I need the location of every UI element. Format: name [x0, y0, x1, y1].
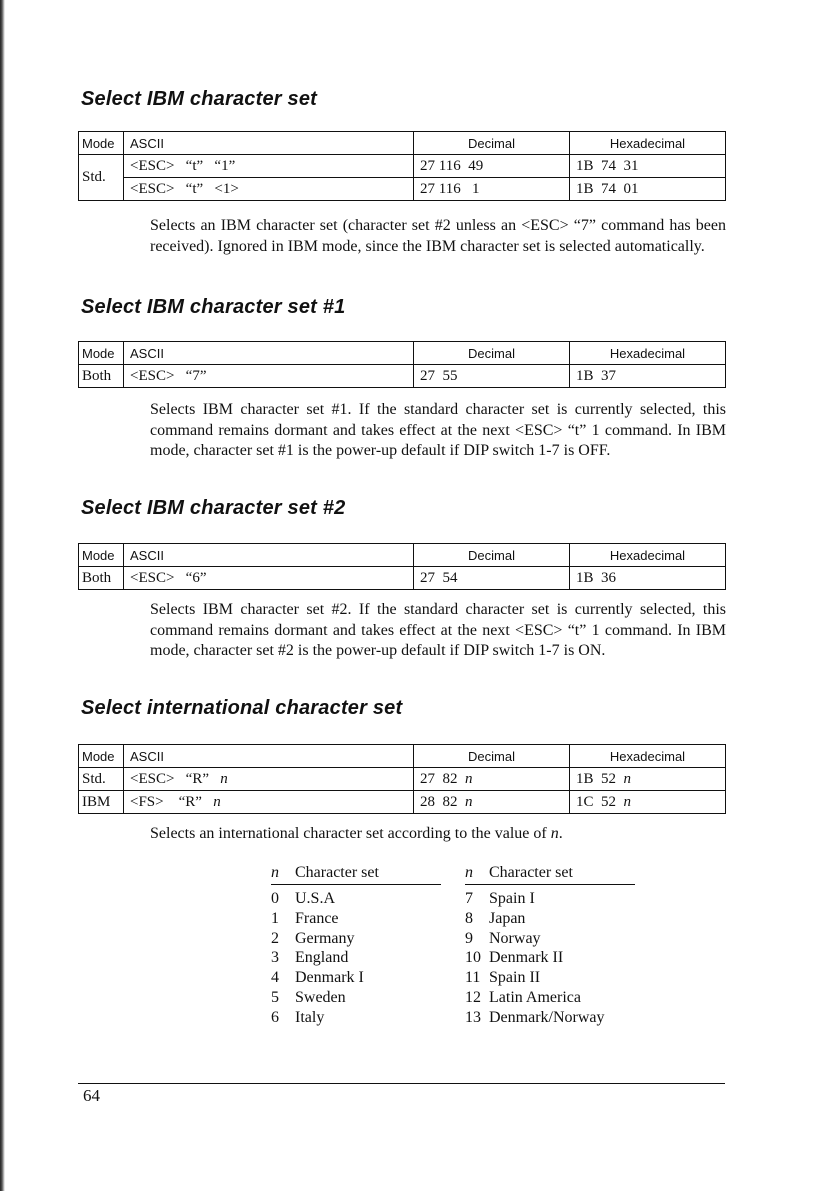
table-row — [79, 768, 726, 791]
charset-list-left — [271, 864, 441, 1028]
decimal-cell: 27 116 49 — [414, 155, 570, 178]
decimal-column-header: Decimal — [414, 745, 570, 768]
mode-column-header: Mode — [79, 544, 124, 567]
command-table-international-character-set — [78, 744, 726, 814]
charset-number: 1 — [271, 909, 279, 927]
hex-cell — [570, 768, 726, 791]
table-header-row — [79, 745, 726, 768]
hex-cell: 1B 37 — [570, 365, 726, 388]
decimal-code: 28 82 — [420, 793, 465, 810]
charset-name: Norway — [489, 929, 541, 947]
charset-number: 7 — [465, 890, 473, 907]
variable-n: n — [623, 793, 632, 810]
hex-code: 1B 52 — [576, 770, 624, 787]
list-item — [465, 889, 635, 909]
decimal-column-header: Decimal — [414, 132, 570, 155]
ascii-column-header: ASCII — [124, 132, 414, 155]
list-item — [271, 929, 441, 949]
charset-list-header — [465, 864, 635, 885]
variable-n: n — [623, 770, 632, 787]
list-item — [465, 929, 635, 949]
decimal-cell — [414, 768, 570, 791]
charset-name: Japan — [489, 909, 526, 927]
table-header-row — [79, 342, 726, 365]
command-table-ibm-character-set-1 — [78, 341, 726, 388]
mode-cell: Std. — [79, 155, 124, 201]
ascii-column-header: ASCII — [124, 745, 414, 768]
section-description: Selects IBM character set #1. If the standard character set is currently selected, this command remains dormant and takes effect at the next <ESC> “t” 1 command. In IBM mode, character set #1 is the power-up default if DIP switch 1-7 is OFF. — [150, 401, 726, 459]
mode-column-header: Mode — [79, 745, 124, 768]
hex-column-header: Hexadecimal — [570, 745, 726, 768]
section-description: Selects an IBM character set (character set #2 unless an <ESC> “7” command has been received). Ignored in IBM mode, since the IBM character set is selected automatically. — [150, 217, 726, 255]
section-heading-ibm-character-set-2: Select IBM character set #2 — [81, 497, 346, 519]
decimal-code: 27 82 — [420, 770, 465, 787]
table-header-row — [79, 132, 726, 155]
character-set-header: Character set — [295, 864, 379, 881]
ascii-cell: <ESC> “t” “1” — [124, 155, 414, 178]
list-item — [271, 988, 441, 1008]
table-row — [79, 178, 726, 201]
list-item — [271, 889, 441, 909]
charset-number: 12 — [465, 988, 481, 1006]
list-item — [271, 948, 441, 968]
ascii-cell — [124, 791, 414, 814]
charset-number: 4 — [271, 969, 279, 987]
decimal-column-header: Decimal — [414, 342, 570, 365]
table-header-row — [79, 544, 726, 567]
decimal-cell: 27 55 — [414, 365, 570, 388]
charset-number: 13 — [465, 1008, 481, 1026]
variable-n: n — [220, 770, 228, 787]
command-table-ibm-character-set — [78, 131, 726, 201]
decimal-cell: 27 54 — [414, 567, 570, 590]
ascii-column-header: ASCII — [124, 342, 414, 365]
hex-cell — [570, 791, 726, 814]
charset-number: 0 — [271, 890, 279, 907]
table-row — [79, 567, 726, 590]
charset-number: 10 — [465, 949, 481, 967]
description-end: . — [558, 825, 563, 842]
charset-name: Denmark I — [295, 969, 364, 987]
list-item — [465, 948, 635, 968]
section-description: Selects IBM character set #2. If the standard character set is currently selected, this command remains dormant and takes effect at the next <ESC> “t” 1 command. In IBM mode, character set #2 is the power-up default if DIP switch 1-7 is ON. — [150, 601, 726, 659]
ascii-cell: <ESC> “t” <1> — [124, 178, 414, 201]
decimal-cell — [414, 791, 570, 814]
description-text: Selects an international character set according to the value of — [150, 825, 547, 842]
page-number: 64 — [83, 1086, 100, 1105]
hex-column-header: Hexadecimal — [570, 544, 726, 567]
mode-cell: Both — [79, 567, 124, 590]
ascii-cell — [124, 768, 414, 791]
charset-name: Italy — [295, 1008, 325, 1026]
table-row — [79, 155, 726, 178]
hex-cell: 1B 74 01 — [570, 178, 726, 201]
decimal-cell: 27 116 1 — [414, 178, 570, 201]
section-heading-ibm-character-set-1: Select IBM character set #1 — [81, 296, 346, 318]
command-table-ibm-character-set-2 — [78, 543, 726, 590]
list-item — [465, 968, 635, 988]
list-item — [271, 909, 441, 929]
variable-n: n — [213, 793, 221, 810]
list-item — [465, 988, 635, 1008]
charset-number: 8 — [465, 909, 473, 927]
charset-name: Spain II — [489, 969, 541, 987]
charset-name: France — [295, 909, 339, 927]
hex-column-header: Hexadecimal — [570, 342, 726, 365]
charset-list-header — [271, 864, 441, 885]
charset-number: 11 — [465, 969, 481, 987]
table-row — [79, 791, 726, 814]
ascii-column-header: ASCII — [124, 544, 414, 567]
list-item — [465, 909, 635, 929]
n-header: n — [465, 864, 473, 881]
section-heading-ibm-character-set: Select IBM character set — [81, 88, 318, 110]
charset-name: England — [295, 949, 349, 967]
charset-number: 9 — [465, 929, 473, 947]
charset-name: Denmark II — [489, 949, 564, 967]
ascii-cell: <ESC> “6” — [124, 567, 414, 590]
section-heading-international-character-set: Select international character set — [81, 697, 403, 719]
charset-name: Denmark/Norway — [489, 1008, 605, 1026]
table-row — [79, 365, 726, 388]
list-item — [465, 1008, 635, 1028]
list-item — [271, 968, 441, 988]
mode-column-header: Mode — [79, 132, 124, 155]
hex-cell: 1B 36 — [570, 567, 726, 590]
variable-n: n — [465, 770, 473, 787]
list-item — [271, 1008, 441, 1028]
charset-name: Sweden — [295, 988, 346, 1006]
decimal-column-header: Decimal — [414, 544, 570, 567]
charset-number: 2 — [271, 929, 279, 947]
ascii-code: <FS> “R” — [130, 793, 214, 810]
charset-name: U.S.A — [295, 890, 336, 907]
footer-rule — [78, 1083, 725, 1084]
variable-n: n — [550, 825, 559, 842]
ascii-code: <ESC> “R” — [130, 770, 221, 787]
section-description — [150, 824, 726, 845]
charset-number: 6 — [271, 1008, 279, 1026]
hex-column-header: Hexadecimal — [570, 132, 726, 155]
page-binding-edge — [0, 0, 5, 1191]
character-set-header: Character set — [489, 864, 573, 881]
n-header: n — [271, 864, 279, 881]
charset-number: 5 — [271, 988, 279, 1006]
charset-name: Germany — [295, 929, 355, 947]
mode-cell: IBM — [79, 791, 124, 814]
hex-cell: 1B 74 31 — [570, 155, 726, 178]
charset-list-right — [465, 864, 635, 1028]
charset-name: Spain I — [489, 890, 535, 907]
charset-name: Latin America — [489, 988, 581, 1006]
mode-column-header: Mode — [79, 342, 124, 365]
mode-cell: Std. — [79, 768, 124, 791]
variable-n: n — [465, 793, 473, 810]
hex-code: 1C 52 — [576, 793, 624, 810]
charset-number: 3 — [271, 949, 279, 967]
ascii-cell: <ESC> “7” — [124, 365, 414, 388]
mode-cell: Both — [79, 365, 124, 388]
